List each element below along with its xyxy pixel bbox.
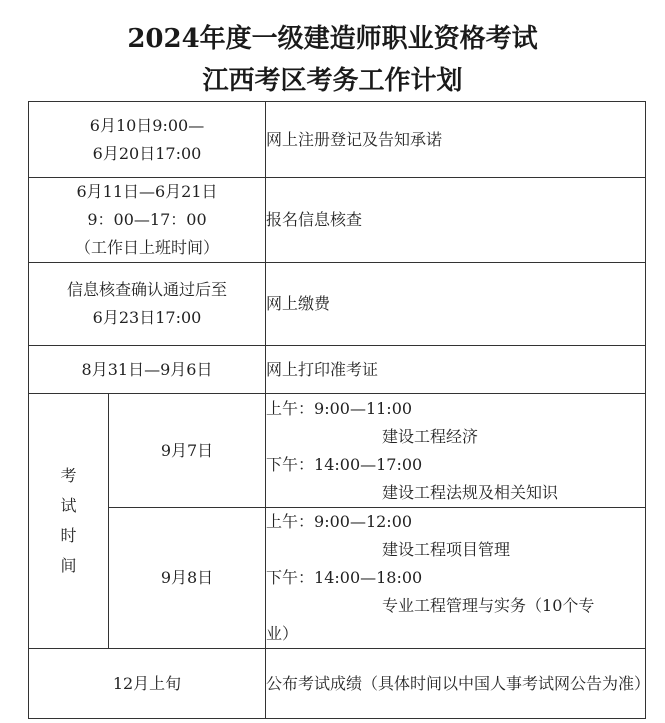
morning-time: 上午：9:00—11:00 (266, 398, 413, 418)
time-line: （工作日上班时间） (75, 238, 220, 257)
task-cell: 网上注册登记及告知承诺 (266, 102, 646, 178)
task-cell: 网上打印准考证 (266, 346, 646, 394)
task-cell: 报名信息核查 (266, 178, 646, 263)
time-cell (29, 178, 266, 263)
morning-subject: 建设工程项目管理 (382, 540, 511, 559)
task-cell: 网上缴费 (266, 263, 646, 346)
afternoon-time: 下午：14:00—17:00 (266, 454, 423, 474)
exam-date-cell: 9月7日 (109, 394, 266, 508)
time-line: 信息核查确认通过后至 (67, 280, 228, 299)
table-row (29, 263, 646, 346)
exam-time-label: 考试时间 (60, 466, 77, 575)
table-row (29, 178, 646, 263)
table-row (29, 102, 646, 178)
afternoon-subject-continued: 业） (266, 624, 299, 643)
time-line: 6月23日17:00 (92, 308, 202, 327)
time-line: 6月11日—6月21日 (76, 182, 218, 201)
exam-date-cell: 9月8日 (109, 508, 266, 649)
time-line: 6月20日17:00 (92, 143, 202, 163)
result-task-cell: 公布考试成绩（具体时间以中国人事考试网公告为准） (266, 649, 646, 719)
document-title-line-1: 2024年度一级建造师职业资格考试 (127, 24, 538, 54)
table-row (29, 508, 646, 649)
exam-time-label-cell (29, 394, 109, 649)
exam-subjects-cell (266, 394, 646, 508)
result-time-cell: 12月上旬 (29, 649, 266, 719)
time-cell (29, 263, 266, 346)
document-title-line-2: 江西考区考务工作计划 (202, 66, 463, 96)
time-line: 6月10日9:00— (89, 115, 205, 135)
time-cell (29, 102, 266, 178)
exam-subjects-cell (266, 508, 646, 649)
morning-subject: 建设工程经济 (382, 426, 479, 446)
afternoon-subject: 专业工程管理与实务（10个专 (382, 596, 595, 615)
table-row (29, 394, 646, 508)
schedule-table (28, 101, 651, 719)
time-line: 8月31日—9月6日 (81, 359, 213, 379)
morning-time: 上午：9:00—12:00 (266, 512, 413, 531)
table-row (29, 649, 646, 719)
afternoon-time: 下午：14:00—18:00 (266, 568, 423, 587)
time-cell (29, 346, 266, 394)
time-line: 9：00—17：00 (87, 210, 207, 229)
table-row (29, 346, 646, 394)
afternoon-subject: 建设工程法规及相关知识 (382, 482, 559, 502)
